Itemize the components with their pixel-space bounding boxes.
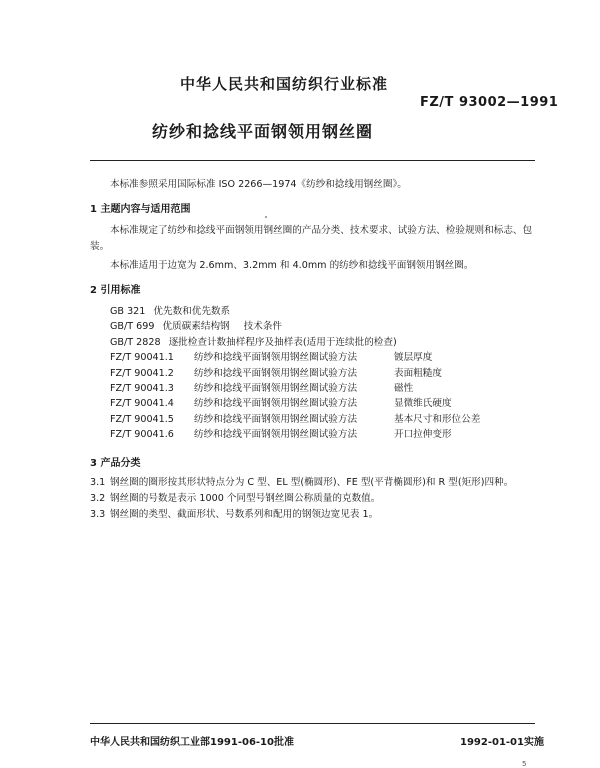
reference-title: 纺纱和捻线平面钢领用钢丝圈试验方法	[194, 352, 358, 364]
reference-title: 纺纱和捻线平面钢领用钢丝圈试验方法	[194, 398, 358, 410]
section-2-heading: 2 引用标准	[90, 285, 141, 296]
standard-number: FZ/T 93002—1991	[420, 95, 559, 110]
section-1-para-1-line-2: 装。	[90, 241, 110, 252]
reference-item	[110, 350, 480, 365]
reference-item	[110, 412, 480, 427]
page-number: 5	[522, 760, 527, 768]
reference-title: 逐批检查计数抽样程序及抽样表(适用于连续批的检查)	[168, 336, 397, 348]
reference-subtitle: 技术条件	[243, 321, 283, 333]
section-1-para-2: 本标准适用于边宽为 2.6mm、3.2mm 和 4.0mm 的纺纱和捻线平面钢领用钢丝圈。	[110, 260, 474, 271]
header-divider	[90, 160, 535, 161]
intro-text: 本标准参照采用国际标准 ISO 2266—1974《纺纱和捻线用钢丝圈》。	[110, 179, 407, 190]
reference-title: 纺纱和捻线平面钢领用钢丝圈试验方法	[194, 367, 358, 379]
reference-code: FZ/T 90041.4	[110, 398, 174, 410]
reference-subtitle: 显微维氏硬度	[394, 398, 452, 410]
section-3-heading: 3 产品分类	[90, 458, 141, 469]
reference-item	[110, 304, 480, 319]
item-number: 3.3	[90, 509, 106, 520]
reference-title: 纺纱和捻线平面钢领用钢丝圈试验方法	[194, 382, 358, 394]
document-title: 纺纱和捻线平面钢领用钢丝圈	[152, 122, 374, 141]
reference-item	[110, 427, 480, 442]
item-text: 钢丝圈的号数是表示 1000 个同型号钢丝圈公称质量的克数值。	[110, 493, 381, 504]
reference-code: GB 321	[110, 306, 146, 317]
reference-title: 纺纱和捻线平面钢领用钢丝圈试验方法	[194, 413, 358, 425]
reference-code: GB/T 2828	[110, 336, 161, 348]
approval-line: 中华人民共和国纺织工业部1991-06-10批准	[90, 737, 294, 748]
reference-subtitle: 基本尺寸和形位公差	[394, 413, 481, 425]
section-1-heading: 1 主题内容与适用范围	[90, 204, 191, 215]
footer-divider	[90, 723, 535, 724]
issuer-title: 中华人民共和国纺织行业标准	[180, 75, 389, 93]
reference-code: FZ/T 90041.2	[110, 367, 174, 379]
reference-list	[110, 304, 480, 443]
reference-title: 优质碳素结构钢	[162, 321, 230, 333]
item-number: 3.2	[90, 493, 106, 504]
section-3-item	[90, 508, 378, 521]
reference-code: FZ/T 90041.6	[110, 429, 174, 441]
reference-subtitle: 表面粗糙度	[394, 367, 442, 379]
reference-code: FZ/T 90041.1	[110, 352, 174, 364]
section-3-item	[90, 492, 380, 505]
reference-item	[110, 335, 480, 350]
reference-item	[110, 366, 480, 381]
scan-speck	[265, 216, 267, 218]
item-number: 3.1	[90, 477, 106, 488]
reference-item	[110, 319, 480, 334]
reference-subtitle: 磁性	[394, 382, 414, 394]
implementation-date: 1992-01-01实施	[460, 737, 544, 748]
reference-title: 纺纱和捻线平面钢领用钢丝圈试验方法	[194, 429, 358, 441]
reference-subtitle: 镀层厚度	[394, 352, 433, 364]
reference-subtitle: 开口拉伸变形	[394, 429, 452, 441]
item-text: 钢丝圈的类型、截面形状、号数系列和配用的钢领边宽见表 1。	[110, 509, 379, 520]
section-1-para-1-line-1: 本标准规定了纺纱和捻线平面钢领用钢丝圈的产品分类、技术要求、试验方法、检验规则和标志、包	[110, 225, 533, 236]
reference-item	[110, 381, 480, 396]
reference-item	[110, 396, 480, 411]
reference-code: FZ/T 90041.5	[110, 413, 174, 425]
reference-code: FZ/T 90041.3	[110, 382, 174, 394]
section-3-item	[90, 476, 513, 489]
reference-title: 优先数和优先数系	[153, 306, 231, 317]
reference-code: GB/T 699	[110, 321, 155, 333]
item-text: 钢丝圈的圈形按其形状特点分为 C 型、EL 型(椭圆形)、FE 型(平背椭圆形)和 R 型(矩形)四种。	[110, 477, 514, 488]
